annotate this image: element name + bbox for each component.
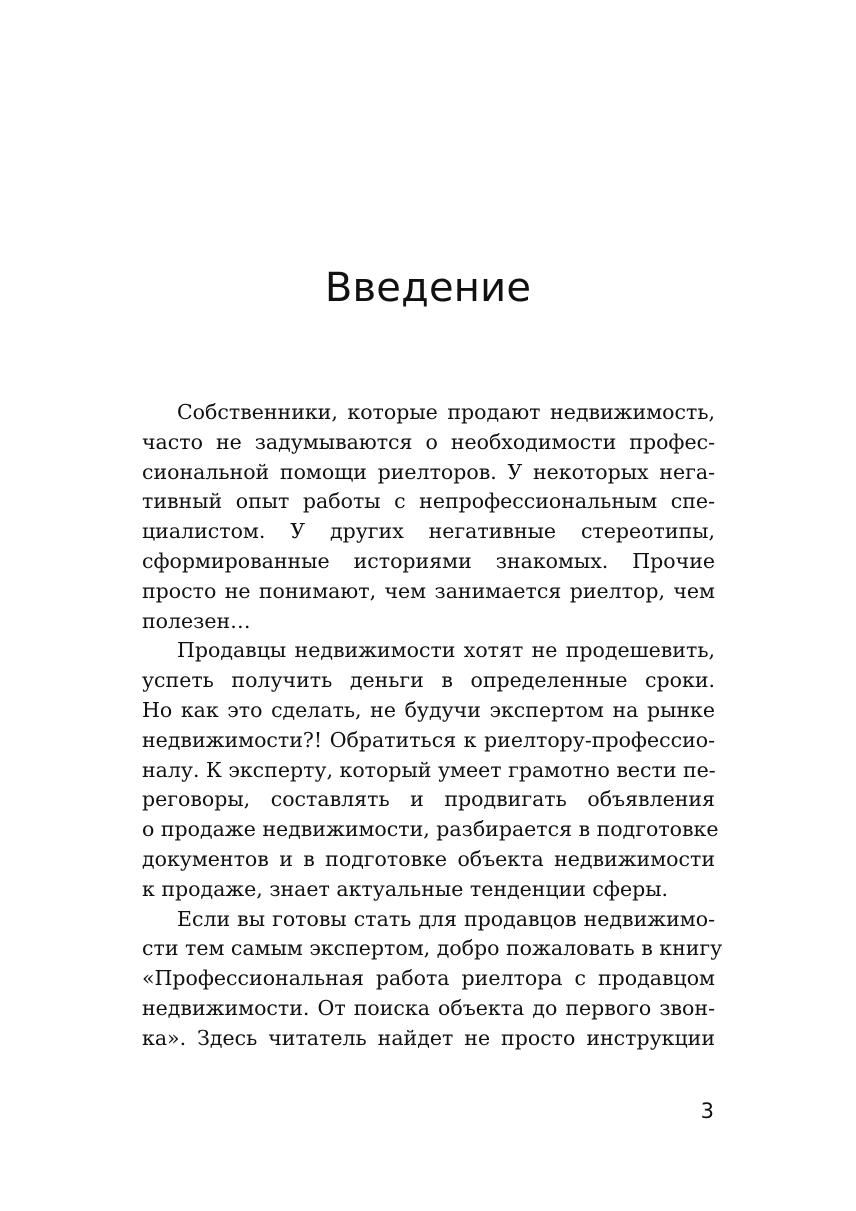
text-line: сти тем самым экспертом, добро пожаловать в книгу	[142, 936, 723, 961]
text-line: сиональной помощи риелторов. У некоторых нега-	[142, 459, 715, 484]
text-line: недвижимости?! Обратиться к риелтору-профессио-	[142, 727, 715, 752]
text-line: полезен…	[142, 608, 251, 633]
text-line: циалистом. У других негативные стереотипы,	[142, 519, 715, 544]
text-line: недвижимости. От поиска объекта до первого звон-	[142, 995, 715, 1020]
body-text	[142, 398, 723, 1054]
text-line: часто не задумываются о необходимости профес-	[142, 429, 715, 454]
text-line: документов и в подготовке объекта недвижимости	[142, 846, 715, 871]
chapter-title: Введение	[324, 265, 532, 311]
text-line: о продаже недвижимости, разбирается в подготовке	[142, 817, 719, 842]
text-line: Продавцы недвижимости хотят не продешевить,	[177, 638, 715, 663]
text-line: просто не понимают, чем занимается риелтор, чем	[142, 578, 715, 603]
text-line: Но как это сделать, не будучи экспертом на рынке	[142, 697, 715, 722]
text-line: ка». Здесь читатель найдет не просто инструкции	[142, 1025, 715, 1050]
page-number: 3	[700, 1099, 714, 1123]
text-line: налу. К эксперту, который умеет грамотно вести пе-	[142, 757, 716, 782]
text-line: успеть получить деньги в определенные сроки.	[142, 668, 715, 693]
text-line: «Профессиональная работа риелтора с продавцом	[142, 966, 715, 991]
text-line: тивный опыт работы с непрофессиональным спе-	[142, 489, 715, 514]
text-line: сформированные историями знакомых. Прочие	[142, 548, 715, 573]
text-line: к продаже, знает актуальные тенденции сферы.	[142, 876, 669, 901]
text-line: Если вы готовы стать для продавцов недвижимо-	[177, 906, 715, 931]
text-line: Собственники, которые продают недвижимость,	[177, 400, 715, 424]
text-line: реговоры, составлять и продвигать объявления	[142, 787, 715, 812]
